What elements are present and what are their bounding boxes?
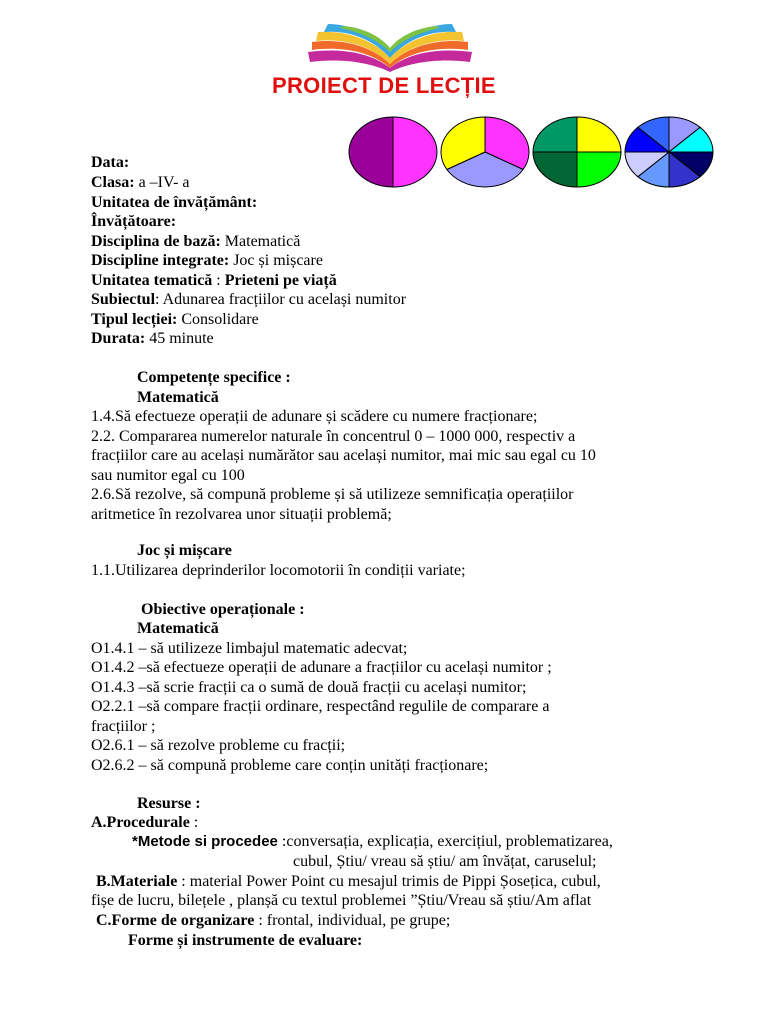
clasa-value: a –IV- a [134,174,190,191]
procedurale-label: A.Procedurale [91,814,190,831]
tipul-row [91,310,259,330]
unitatea-tematica-row [91,271,337,291]
subiectul-value: : Adunarea fracțiilor cu același numitor [155,291,407,308]
competente-math-heading: Matematică [137,389,219,406]
resurse-heading: Resurse : [137,795,201,812]
durata-value: 45 minute [145,330,214,347]
obiective-heading: Obiective operaționale : [141,601,305,618]
metode-row [132,832,613,852]
discipline-integrate-label: Discipline integrate: [91,252,230,269]
disciplina-value: Matematică [220,233,301,250]
competente-joc-heading: Joc și mișcare [137,542,232,559]
page-title: PROIECT DE LECȚIE [272,73,496,98]
evaluare-heading: Forme și instrumente de evaluare: [128,932,363,949]
competenta-line: 2.2. Compararea numerelor naturale în concentrul 0 – 1000 000, respectiv a [91,428,576,445]
obiectiv-line: O2.6.2 – să compună probleme care conțin unități fracționare; [91,757,489,774]
open-book-icon [300,22,480,72]
obiectiv-line: O1.4.1 – să utilizeze limbajul matematic adecvat; [91,640,408,657]
materiale-cont: fișe de lucru, bilețele , planșă cu textul problemei ”Știu/Vreau să știu/Am aflat [91,892,592,909]
data-label: Data: [91,154,130,171]
discipline-integrate-row [91,251,323,271]
competente-heading: Competențe specifice : [137,369,291,386]
materiale-label: B.Materiale [96,873,178,890]
circle-eighths [625,117,713,187]
subiectul-label: Subiectul [91,291,156,308]
forme-value: : frontal, individual, pe grupe; [254,912,451,929]
materiale-row [96,872,601,892]
obiective-math-heading: Matematică [137,620,219,637]
metode-value: :conversația, explicația, exercițiul, problematizarea, [277,833,613,850]
durata-label: Durata: [91,330,146,347]
obiectiv-line: O2.6.1 – să rezolve probleme cu fracții; [91,737,346,754]
circle-thirds [441,117,529,187]
competenta-line: 1.4.Să efectueze operații de adunare și scădere cu numere fracționare; [91,408,538,425]
unitate-invatamant-label: Unitatea de învățământ: [91,194,258,211]
tipul-label: Tipul lecției: [91,311,178,328]
obiectiv-line: fracțiilor ; [91,718,156,735]
procedurale-row [91,813,198,833]
procedurale-sep: : [189,814,199,831]
unitatea-tematica-sep: : [212,272,225,289]
competenta-line: 2.6.Să rezolve, să compună probleme și să utilizeze semnificația operațiilor [91,486,574,503]
obiectiv-line: O1.4.2 –să efectueze operații de adunare a fracțiilor cu același numitor ; [91,659,552,676]
subiectul-row [91,290,406,310]
invatatoare-label: Învățătoare: [91,213,177,230]
disciplina-row [91,232,300,252]
metode-cont: cubul, Știu/ vreau să știu/ am învățat, caruselul; [293,853,597,870]
competenta-joc-line: 1.1.Utilizarea deprinderilor locomotorii în condiții variate; [91,562,466,579]
obiectiv-line: O1.4.3 –să scrie fracții ca o sumă de două fracții cu același numitor; [91,679,527,696]
durata-row [91,329,214,349]
competenta-line: fracțiilor care au același numărător sau același numitor, mai mic sau egal cu 10 [91,447,596,464]
competenta-line: aritmetice în rezolvarea unor situații problemă; [91,506,392,523]
materiale-value: : material Power Point cu mesajul trimis de Pippi Șosețica, cubul, [177,873,601,890]
circle-quarters [533,117,621,187]
tipul-value: Consolidare [177,311,259,328]
circle-halves [349,117,437,187]
obiectiv-line: O2.2.1 –să compare fracții ordinare, respectând regulile de comparare a [91,698,550,715]
unitatea-tematica-label: Unitatea tematică [91,272,213,289]
clasa-label: Clasa: [91,174,135,191]
clasa-row [91,173,190,193]
forme-label: C.Forme de organizare [96,912,255,929]
metode-label: *Metode si procedee [132,833,278,850]
discipline-integrate-value: Joc și mișcare [229,252,323,269]
disciplina-label: Disciplina de bază: [91,233,221,250]
unitatea-tematica-value: Prieteni pe viață [224,272,337,289]
competenta-line: sau numitor egal cu 100 [91,467,245,484]
fraction-circles [346,116,758,188]
forme-row [96,911,450,931]
